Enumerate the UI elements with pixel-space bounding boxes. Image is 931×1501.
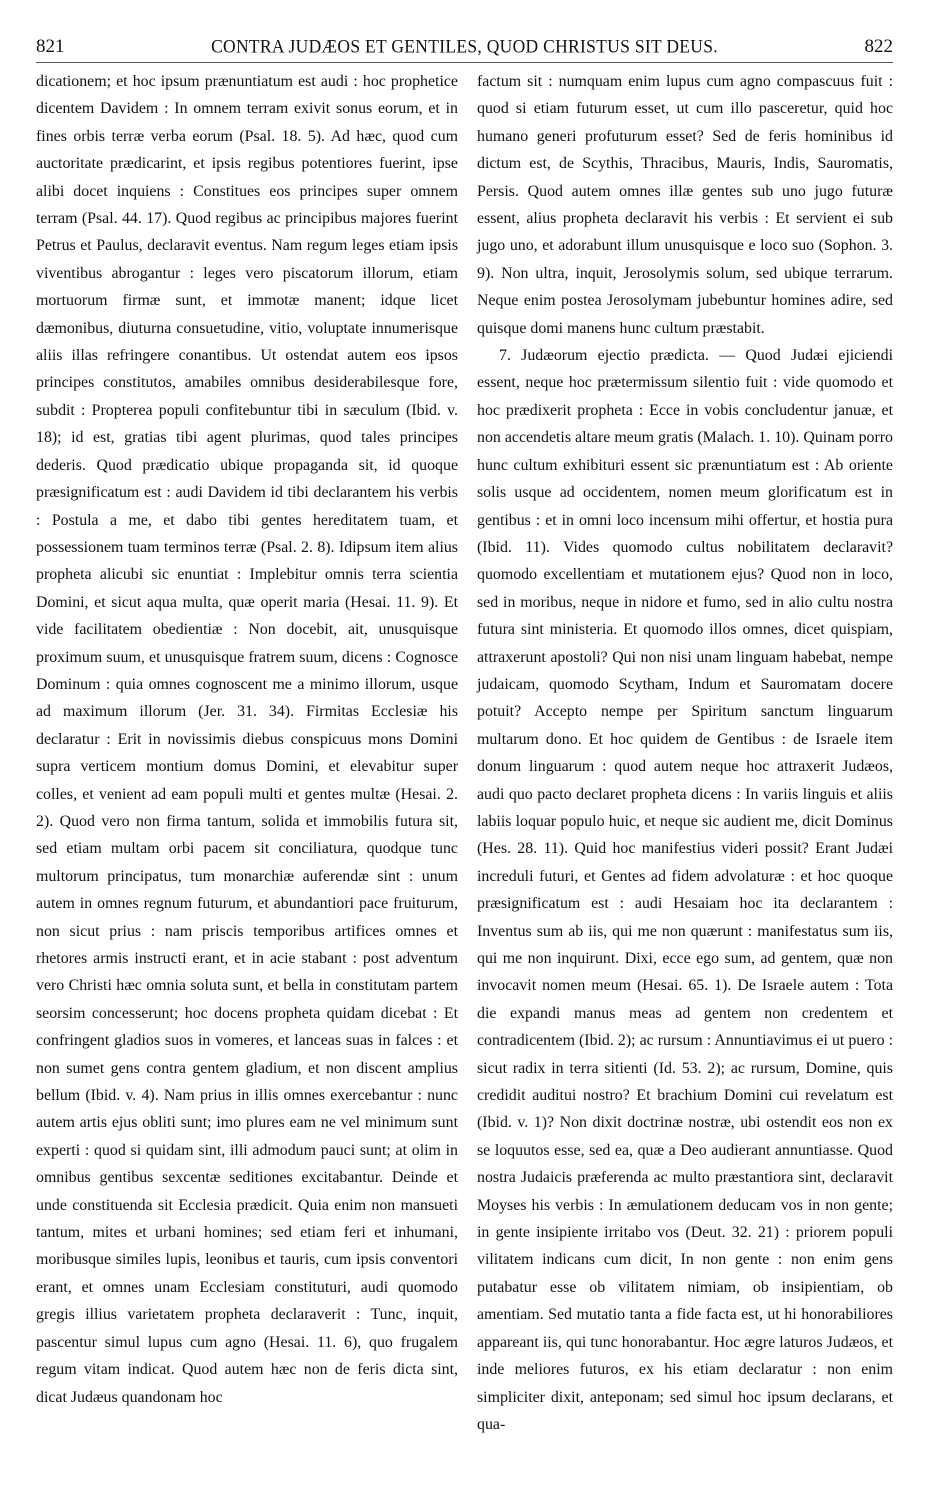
left-column [36,68,458,1411]
right-paragraph-2: 7. Judæorum ejectio prædicta. — Quod Judæi ejiciendi essent, neque hoc prætermissum silentio fuit : vide quomodo et hoc prædixerit propheta : Ecce in vobis concludentur januæ, et non accendetis altare meum gratis (Malach. 1. 10). Quinam porro hunc cultum exhibituri essent sic prænuntiatum est : Ab oriente solis usque ad occidentem, nomen meum glorificatum est in gentibus : et in omni loco incensum mihi offertur, et hostia pura (Ibid. 11). Vides quomodo cultus nobilitatem declaravit? quomodo excellentiam et mutationem ejus? Quod non in loco, sed in moribus, neque in nidore et fumo, sed in alio cultu nostra futura sint ministeria. Et quomodo illos omnes, dicet quispiam, attraxerunt apostoli? Qui non nisi unam linguam habebat, nempe judaicam, quomodo Scytham, Indum et Sauromatam docere potuit? Accepto nempe per Spiritum sanctum linguarum multarum dono. Et hoc quidem de Gentibus : de Israele item donum linguarum : quod autem neque hoc attraxerit Judæos, audi quo pacto declaret propheta dicens : In variis linguis et aliis labiis loquar populo huic, et neque sic audient me, dicit Dominus (Hes. 28. 11). Quid hoc manifestius videri possit? Erant Judæi increduli futuri, et Gentes ad fidem advolaturæ : et hoc quoque præsignificatum est : audi Hesaiam hoc ita declarantem : Inventus sum ab iis, qui me non quærunt : manifestatus sum iis, qui me non inquirunt. Dixi, ecce ego sum, ad gentem, quæ non invocavit nomen meum (Hesai. 65. 1). De Israele autem : Tota die expandi manus meas ad gentem non credentem et contradicentem (Ibid. 2); ac rursum : Annuntiavimus ei ut puero : sicut radix in terra sitienti (Id. 53. 2); ac rursum, Domine, quis credidit auditui nostro? Et brachium Domini cui revelatum est (Ibid. v. 1)? Non dixit doctrinæ nostræ, ubi ostendit eos non ex se loquutos esse, sed ea, quæ a Deo audierant annuntiasse. Quod nostra Judaicis præferenda ac multo præstantiora sint, declaravit Moyses his verbis : In æmulationem deducam vos in non gente; in gente insipiente irritabo vos (Deut. 32. 21) : priorem populi vilitatem indicans cum dicit, In non gente : non enim gens putabatur esse ob vilitatem nimiam, ob insipientiam, ob amentiam. Sed mutatio tanta a fide facta est, ut hi honorabiliores appareant iis, qui tunc honorabantur. Hoc ægre laturos Judæos, et inde meliores futuros, ex his etiam declaratur : non enim simpliciter dixit, anteponam; sed simul hoc ipsum declarans, et qua- [477,347,893,1433]
page-number-left: 821 [36,36,65,57]
page-number-right: 822 [864,36,893,57]
left-paragraph-1: dicationem; et hoc ipsum prænuntiatum est audi : hoc prophetice dicentem Davidem : In omnem terram exivit sonus eorum, et in fines orbis terræ verba eorum (Psal. 18. 5). Ad hæc, quod cum auctoritate prædicarint, et ipsis regibus potentiores fuerint, ipse alibi docet inquiens : Constitues eos principes super omnem terram (Psal. 44. 17). Quod regibus ac principibus majores fuerint Petrus et Paulus, declaravit eventus. Nam regum leges etiam ipsis viventibus abrogantur : leges vero piscatorum illorum, etiam mortuorum firmæ sunt, et immotæ manent; idque licet dæmonibus, diuturna consuetudine, vitio, voluptate innumerisque aliis illas refringere conantibus. Ut ostendat autem eos ipsos principes constitutos, amabiles omnibus desiderabilesque fore, subdit : Propterea populi confitebuntur tibi in sæculum (Ibid. v. 18); id est, gratias tibi agent plurimas, quod tales principes dederis. Quod prædicatio ubique propaganda sit, id quoque præsignificatum est : audi Davidem id tibi declarantem his verbis : Postula a me, et dabo tibi gentes hereditatem tuam, et possessionem tuam terminos terræ (Psal. 2. 8). Idipsum item alius propheta alicubi sic enuntiat : Implebitur omnis terra scientia Domini, et sicut aqua multa, quæ operit maria (Hesai. 11. 9). Et vide facilitatem obedientiæ : Non docebit, ait, unusquisque proximum suum, et unusquisque fratrem suum, dicens : Cognosce Dominum : quia omnes cognoscent me a minimo illorum, usque ad maximum illorum (Jer. 31. 34). Firmitas Ecclesiæ his declaratur : Erit in novissimis diebus conspicuus mons Domini supra verticem montium domus Domini, et elevabitur super colles, et venient ad eam populi multi et gentes multæ (Hesai. 2. 2). Quod vero non firma tantum, solida et immobilis futura sit, sed etiam multam orbi pacem sit conciliatura, quodque tunc multorum principatus, tum monarchiæ auferendæ sint : unum autem in omnes regnum futurum, et abundantiori pace fruiturum, non sicut prius : nam priscis temporibus artifices omnes et rhetores armis instructi erant, et in acie stabant : post adventum vero Christi hæc omnia soluta sunt, et bella in constitutam partem seorsim concesserunt; hoc docens propheta quidam dicebat : Et confringent gladios suos in vomeres, et lanceas suas in falces : et non sumet gens contra gentem gladium, et non discent amplius bellum (Ibid. v. 4). Nam prius in illis omnes exercebantur : nunc autem artis ejus obliti sunt; imo plures eam ne vel minimum sunt experti : quod si quidam sint, illi admodum pauci sunt; at olim in omnibus gentibus sexcentæ seditiones excitabantur. Deinde et unde constituenda sit Ecclesia prædicit. Quia enim non mansueti tantum, mites et urbani homines; sed etiam feri et inhumani, moribusque similes lupis, leonibus et tauris, cum ipsis conventori erant, et omnes unam Ecclesiam constituturi, audi quomodo gregis illius varietatem propheta declaraverit : Tunc, inquit, pascentur simul lupus cum agno (Hesai. 11. 6), quo frugalem regum vitam indicat. Quod autem hæc non de feris dicta sint, dicat Judæus quandonam hoc [36,73,458,1406]
running-header [36,36,893,60]
right-paragraph-1: factum sit : numquam enim lupus cum agno compascuus fuit : quod si etiam futurum esset, ut cum illo pasceretur, quid hoc humano generi profuturum esset? Sed de feris hominibus id dictum est, de Scythis, Thracibus, Mauris, Indis, Sauromatis, Persis. Quod autem omnes illæ gentes sub uno jugo futuræ essent, alius propheta declaravit his verbis : Et servient ei sub jugo uno, et adorabunt illum unusquisque e loco suo (Sophon. 3. 9). Non ultra, inquit, Jerosolymis solum, sed ubique terrarum. Neque enim postea Jerosolymam jubebuntur homines adire, sed quisque domi manens hunc cultum præstabit. [477,73,893,337]
running-title: CONTRA JUDÆOS ET GENTILES, QUOD CHRISTUS SIT DEUS. [211,34,718,57]
right-column [477,68,893,1438]
header-rule [36,62,893,63]
